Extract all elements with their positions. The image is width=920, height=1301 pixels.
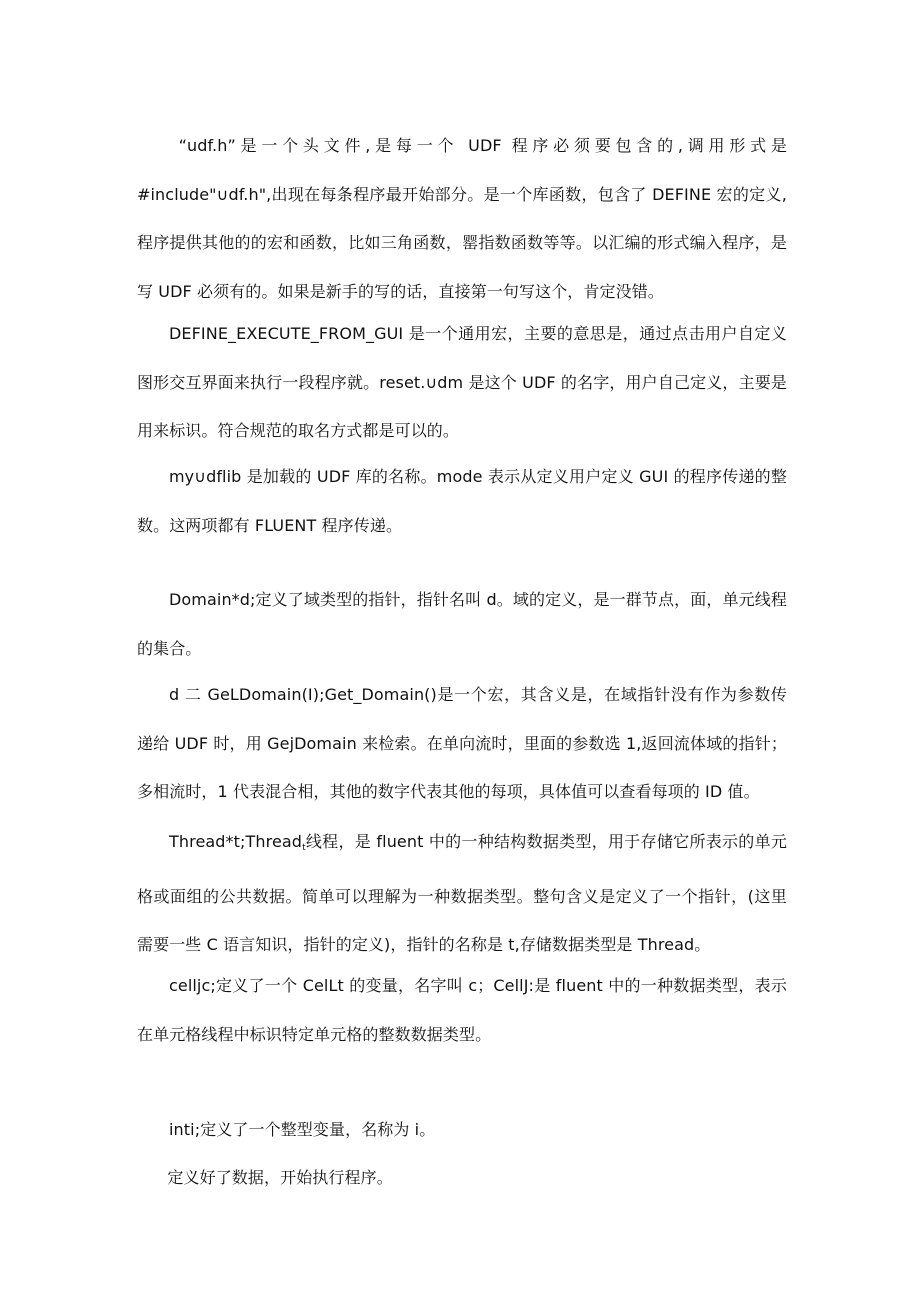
paragraph-define-execute-macro: DEFINE_EXECUTE_FROM_GUI 是一个通用宏，主要的意思是，通过点击用户自定义图形交互界面来执行一段程序就。reset.∪dm 是这个 UDF 的名字，用户自己定义，主要是用来标识。符合规范的取名方式都是可以的。 xyxy=(137,324,787,440)
thread-text-start: Thread*t;Thread xyxy=(169,832,303,851)
paragraph-get-domain: d 二 GeLDomain(I);Get_Domain()是一个宏，其含义是，在域指针没有作为参数传递给 UDF 时，用 GejDomain 来检索。在单向流时，里面的参数选 1,返回流体域的指针；多相流时，1 代表混合相，其他的数字代表其他的每项，具体值可以查看每项的 ID 值。 xyxy=(137,685,787,801)
paragraph-domain-pointer: Domain*d;定义了域类型的指针，指针名叫 d。域的定义，是一群节点，面，单元线程的集合。 xyxy=(137,590,787,658)
paragraph-int-variable: inti;定义了一个整型变量，名称为 i。 xyxy=(169,1120,436,1139)
paragraph-udf-library: my∪dflib 是加载的 UDF 库的名称。mode 表示从定义用户定义 GUI 的程序传递的整数。这两项都有 FLUENT 程序传递。 xyxy=(137,467,787,535)
paragraph-start-execution: 定义好了数据，开始执行程序。 xyxy=(167,1168,393,1187)
thread-text-rest: 线程，是 fluent 中的一种结构数据类型，用于存储它所表示的单元格或面组的公共数据。简单可以理解为一种数据类型。整句含义是定义了一个指针，(这里需要一些 C 语言知识，指针的定义)，指针的名称是 t,存储数据类型是 Thread。 xyxy=(137,832,787,954)
paragraph-udf-header: “udf.h”是一个头文件,是每一个 UDF 程序必须要包含的,调用形式是#include"∪df.h",出现在每条程序最开始部分。是一个库函数，包含了 DEFINE 宏的定义,程序提供其他的的宏和函数，比如三角函数，罂指数函数等等。以汇编的形式编入程序，是写 UDF 必须有的。如果是新手的写的话，直接第一句写这个，肯定没错。 xyxy=(137,136,787,301)
paragraph-cell-variable: celljc;定义了一个 CelLt 的变量，名字叫 c；CellJ:是 fluent 中的一种数据类型，表示在单元格线程中标识特定单元格的整数数据类型。 xyxy=(137,976,787,1044)
thread-subscript: t xyxy=(302,843,306,853)
paragraph-thread-pointer xyxy=(137,818,787,970)
